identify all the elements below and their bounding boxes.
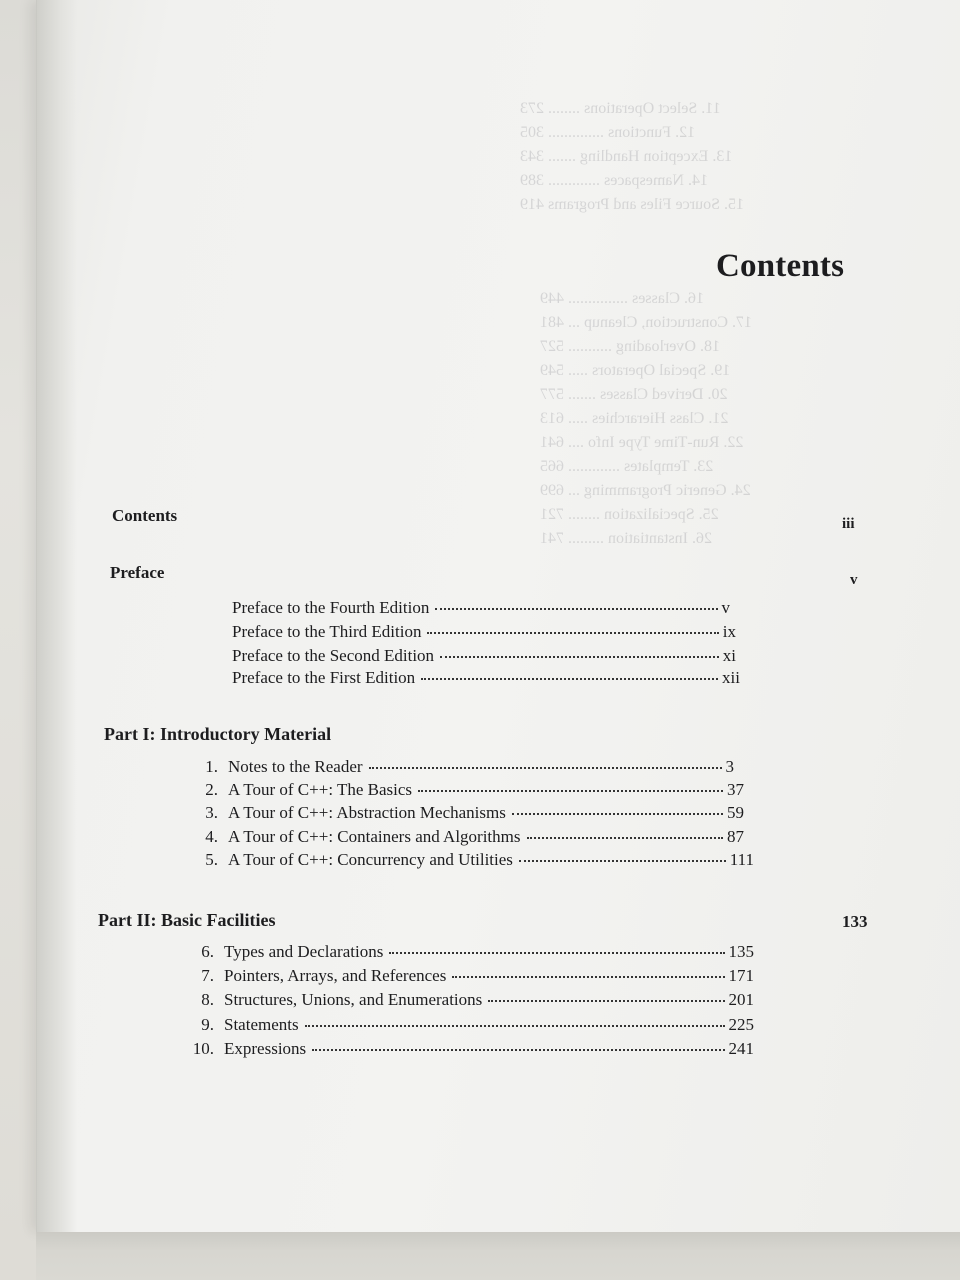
dot-leader — [312, 1048, 724, 1051]
toc-row — [180, 990, 754, 1010]
dot-leader — [440, 655, 719, 658]
dot-leader — [305, 1024, 725, 1027]
toc-entry-preface: Preface — [110, 563, 165, 582]
chapter-number: 4. — [205, 827, 218, 846]
toc-row-label: Types and Declarations — [224, 942, 384, 961]
dot-leader — [435, 607, 717, 610]
toc-row-page: 241 — [728, 1039, 754, 1058]
page-gutter-shadow — [37, 0, 77, 1232]
toc-row-label: Statements — [224, 1015, 299, 1034]
toc-row-page: v — [721, 598, 730, 617]
page-title: Contents — [716, 248, 845, 284]
chapter-number: 6. — [201, 942, 214, 961]
toc-row — [186, 780, 744, 800]
toc-row — [186, 827, 744, 847]
dot-leader — [369, 766, 722, 769]
toc-page-preface: v — [850, 572, 858, 588]
toc-row — [180, 942, 754, 962]
toc-row-page: 59 — [727, 803, 744, 822]
part-heading: Part I: Introductory Material — [104, 724, 332, 744]
toc-row — [180, 1039, 754, 1059]
toc-row — [232, 646, 736, 666]
toc-row-label: Preface to the Third Edition — [232, 622, 422, 641]
toc-row — [232, 622, 736, 642]
toc-row-page: 171 — [728, 966, 754, 985]
dot-leader — [389, 951, 724, 954]
chapter-number: 3. — [205, 803, 218, 822]
part-heading: Part II: Basic Facilities — [98, 910, 276, 930]
dot-leader — [527, 836, 724, 839]
page-bottom-edge — [36, 1232, 960, 1280]
toc-row — [232, 668, 740, 688]
toc-entry-contents: Contents — [112, 506, 178, 525]
toc-row-page: 225 — [728, 1015, 754, 1034]
dot-leader — [519, 859, 726, 862]
toc-row-label: Preface to the First Edition — [232, 668, 416, 687]
chapter-number: 10. — [192, 1039, 214, 1058]
part-page-number: 133 — [842, 912, 868, 931]
chapter-number: 8. — [201, 990, 214, 1009]
toc-row-label: Pointers, Arrays, and References — [224, 966, 447, 985]
toc-row-page: xi — [722, 646, 736, 665]
toc-row — [186, 850, 754, 870]
toc-row — [180, 966, 754, 986]
toc-row-page: 135 — [728, 942, 754, 961]
chapter-number: 5. — [205, 850, 218, 869]
toc-row-page: 111 — [729, 850, 754, 869]
dot-leader — [452, 975, 724, 978]
dot-leader — [488, 999, 724, 1002]
toc-row — [186, 803, 744, 823]
dot-leader — [418, 789, 723, 792]
toc-row-label: A Tour of C++: Containers and Algorithms — [228, 827, 521, 846]
toc-row — [186, 757, 734, 777]
toc-row-page: 87 — [727, 827, 744, 846]
dot-leader — [421, 677, 718, 680]
toc-row-label: Structures, Unions, and Enumerations — [224, 990, 483, 1009]
chapter-number: 1. — [205, 757, 218, 776]
dot-leader — [512, 812, 723, 815]
chapter-number: 7. — [201, 966, 214, 985]
chapter-number: 2. — [205, 780, 218, 799]
toc-row-page: 37 — [727, 780, 744, 799]
dot-leader — [427, 631, 718, 634]
toc-row-page: 3 — [725, 757, 734, 776]
toc-row-label: Expressions — [224, 1039, 307, 1058]
toc-row-page: ix — [722, 622, 736, 641]
toc-row-label: Preface to the Second Edition — [232, 646, 435, 665]
toc-row-label: Notes to the Reader — [228, 757, 363, 776]
chapter-number: 9. — [201, 1015, 214, 1034]
toc-row — [232, 598, 730, 618]
toc-row-page: 201 — [728, 990, 754, 1009]
toc-row-page: xii — [722, 668, 740, 687]
toc-row-label: A Tour of C++: Abstraction Mechanisms — [228, 803, 506, 822]
toc-row-label: Preface to the Fourth Edition — [232, 598, 430, 617]
toc-row — [180, 1015, 754, 1035]
toc-row-label: A Tour of C++: Concurrency and Utilities — [228, 850, 513, 869]
toc-row-label: A Tour of C++: The Basics — [228, 780, 413, 799]
toc-page-contents: iii — [842, 516, 855, 532]
